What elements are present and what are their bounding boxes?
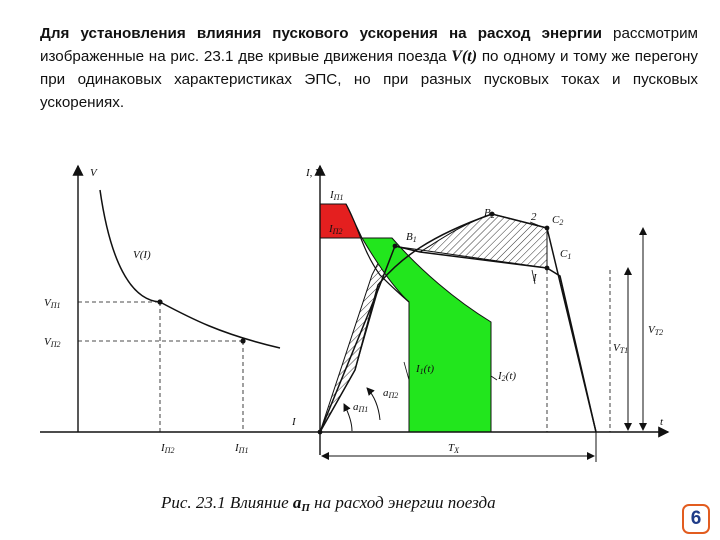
b2-label: B2 xyxy=(484,207,495,220)
two-label: 2 xyxy=(531,211,537,223)
vt2-label: VT2 xyxy=(648,324,664,337)
i-axis-label: I xyxy=(292,416,296,428)
i-p2-label: IП2 xyxy=(161,442,175,455)
paragraph-vt: V(t) xyxy=(451,48,478,65)
v-p2-label: VП2 xyxy=(44,336,61,349)
vt1-label: VT1 xyxy=(613,342,629,355)
point-c1 xyxy=(545,266,550,271)
t-axis-label: t xyxy=(660,416,664,428)
paragraph-bold-lead: Для установления влияния пускового ускорения на расход энергии xyxy=(40,25,602,42)
curve-label: V(I) xyxy=(133,249,151,261)
i-p2-top-label: IП2 xyxy=(329,223,343,236)
v-p1-label: VП1 xyxy=(44,297,61,310)
i-p1-top-label: IП1 xyxy=(330,189,344,202)
i-p1-label: IП1 xyxy=(235,442,249,455)
velocity-current-curve xyxy=(100,190,280,348)
point-c2 xyxy=(545,226,550,231)
left-plot xyxy=(40,166,300,455)
a-p2-label: aП2 xyxy=(383,387,399,400)
a-p1-arc xyxy=(344,404,352,431)
point-p2 xyxy=(240,338,245,343)
one-label: I xyxy=(533,272,537,284)
a-p2-arc xyxy=(367,388,380,420)
point-origin xyxy=(318,430,323,435)
left-axis-v-label: V xyxy=(90,167,97,179)
right-plot xyxy=(291,166,668,462)
green-current-block xyxy=(362,238,491,432)
right-axis-label: I, V xyxy=(306,167,322,179)
i2t-leader xyxy=(491,376,497,380)
c2-label: C2 xyxy=(552,214,564,227)
figure-caption: Рис. 23.1 Влияние aП на расход энергии поезда xyxy=(161,493,496,514)
page-number-badge: 6 xyxy=(682,504,710,534)
point-p1 xyxy=(157,299,162,304)
b1-label: B1 xyxy=(406,231,417,244)
i2t-label: I2(t) xyxy=(498,370,517,383)
i1t-label: I1(t) xyxy=(416,363,435,376)
paragraph-mid: рассмотрим изображенные на рис. 23.1 две кривые движения поезда xyxy=(40,25,698,65)
tx-label: TX xyxy=(448,442,460,455)
c1-label: C1 xyxy=(560,248,572,261)
paragraph-end: по одному и тому же перегону при одинаковых характеристиках ЭПС, но при разных пусковых токах и пусковых ускорениях. xyxy=(40,48,698,111)
a-p1-label: aП1 xyxy=(353,401,369,414)
point-b1 xyxy=(393,244,398,249)
i1t-leader xyxy=(404,362,409,380)
